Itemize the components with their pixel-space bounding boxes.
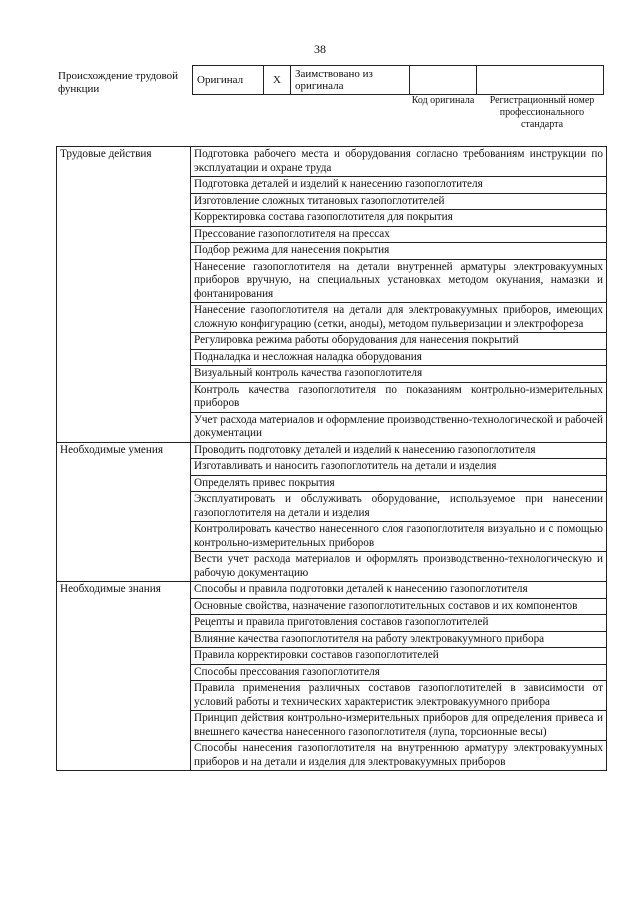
origin-mark-cell: X — [264, 66, 291, 95]
origin-original-cell: Оригинал — [193, 66, 264, 95]
list-item: Нанесение газопоглотителя на детали для электровакуумных приборов, имеющих сложную конфигурацию (сетки, аноды), методом пульверизации и электрофореза — [191, 303, 607, 333]
table-row — [57, 442, 607, 459]
list-item: Контролировать качество нанесенного слоя газопоглотителя визуально и с помощью контрольно-измерительных приборов — [191, 522, 607, 552]
list-item: Регулировка режима работы оборудования для нанесения покрытий — [191, 333, 607, 350]
list-item: Рецепты и правила приготовления составов газопоглотителей — [191, 615, 607, 632]
origin-reg-cell — [477, 66, 604, 95]
reg-number-caption: Регистрационный номер профессионального стандарта — [489, 95, 595, 130]
list-item: Влияние качества газопоглотителя на работу электровакуумного прибора — [191, 631, 607, 648]
list-item: Подготовка рабочего места и оборудования согласно требованиям инструкции по эксплуатации и охране труда — [191, 147, 607, 177]
list-item: Проводить подготовку деталей и изделий к нанесению газопоглотителя — [191, 442, 607, 459]
code-caption: Код оригинала — [411, 95, 475, 106]
list-item: Корректировка состава газопоглотителя для покрытия — [191, 210, 607, 227]
list-item: Правила применения различных составов газопоглотителей в зависимости от условий работы и технических характеристик электровакуумного прибора — [191, 681, 607, 711]
list-item: Вести учет расхода материалов и оформлять производственно-технологическую и рабочую документацию — [191, 552, 607, 582]
origin-label: Происхождение трудовой функции — [58, 70, 179, 95]
table-row — [57, 582, 607, 599]
list-item: Подготовка деталей и изделий к нанесению газопоглотителя — [191, 177, 607, 194]
origin-code-cell — [410, 66, 477, 95]
list-item: Принцип действия контрольно-измерительных приборов для определения привеса и внешнего качества нанесенного газопоглотителя (лупа, торсионные весы) — [191, 711, 607, 741]
list-item: Прессование газопоглотителя на прессах — [191, 226, 607, 243]
list-item: Нанесение газопоглотителя на детали внутренней арматуры электровакуумных приборов вручную, на специальных установках методом окунания, намазки и фонтанирования — [191, 259, 607, 303]
list-item: Способы и правила подготовки деталей к нанесению газопоглотителя — [191, 582, 607, 599]
list-item: Контроль качества газопоглотителя по показаниям контрольно-измерительных приборов — [191, 382, 607, 412]
origin-borrowed-cell: Заимствовано из оригинала — [291, 66, 410, 95]
list-item: Способы нанесения газопоглотителя на внутреннюю арматуру электровакуумных приборов и на детали и изделия для электровакуумных приборов — [191, 741, 607, 771]
list-item: Эксплуатировать и обслуживать оборудование, используемое при нанесении газопоглотителя на детали и изделия — [191, 492, 607, 522]
list-item: Изготовление сложных титановых газопоглотителей — [191, 193, 607, 210]
origin-table — [192, 65, 604, 95]
list-item: Определять привес покрытия — [191, 475, 607, 492]
list-item: Основные свойства, назначение газопоглотительных составов и их компонентов — [191, 598, 607, 615]
function-table — [56, 146, 607, 771]
list-item: Визуальный контроль качества газопоглотителя — [191, 366, 607, 383]
list-item: Подбор режима для нанесения покрытия — [191, 243, 607, 260]
list-item: Изготавливать и наносить газопоглотитель на детали и изделия — [191, 459, 607, 476]
section-label: Необходимые знания — [57, 582, 191, 771]
section-label: Трудовые действия — [57, 147, 191, 443]
table-row — [57, 147, 607, 177]
list-item: Учет расхода материалов и оформление производственно-технологической и рабочей документации — [191, 412, 607, 442]
page-number: 38 — [314, 42, 326, 56]
list-item: Подналадка и несложная наладка оборудования — [191, 349, 607, 366]
list-item: Способы прессования газопоглотителя — [191, 664, 607, 681]
list-item: Правила корректировки составов газопоглотителей — [191, 648, 607, 665]
section-label: Необходимые умения — [57, 442, 191, 582]
